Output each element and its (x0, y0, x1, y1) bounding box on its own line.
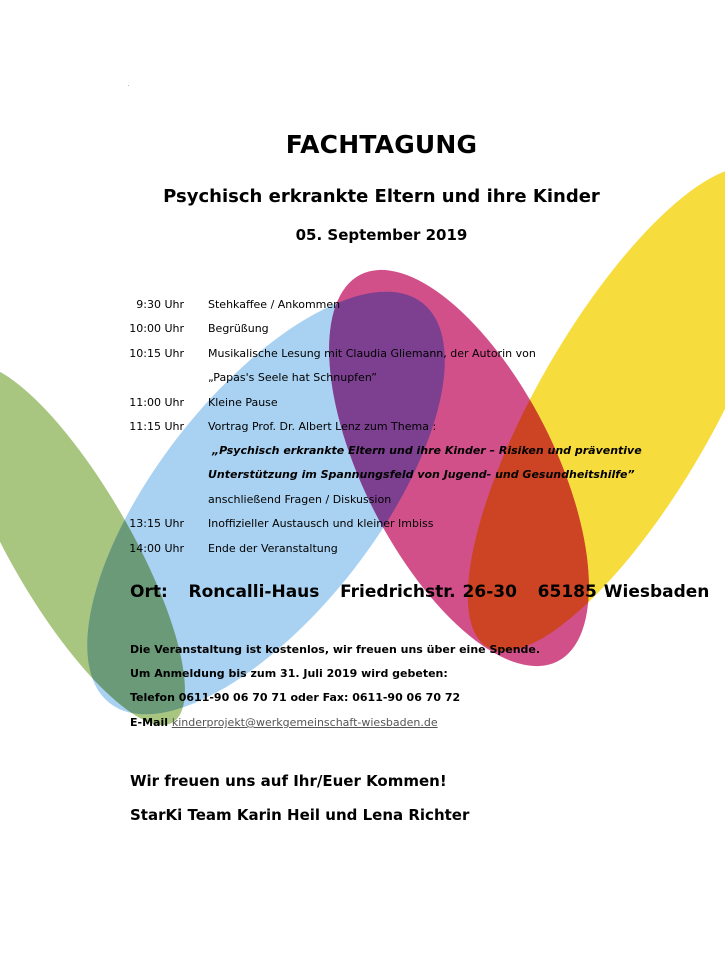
stray-dot (128, 85, 129, 86)
schedule-item-continuation: „Papas's Seele hat Schnupfen” (208, 371, 377, 384)
schedule-time: 10:15 Uhr (129, 347, 184, 360)
info-registration: Um Anmeldung bis zum 31. Juli 2019 wird gebeten: (130, 667, 448, 680)
schedule-time: 10:00 Uhr (129, 322, 184, 335)
email-label: E-Mail (130, 716, 172, 729)
schedule-time: 13:15 Uhr (129, 517, 184, 530)
info-email-line (130, 716, 438, 729)
event-location: Ort: Roncalli-Haus Friedrichstr. 26-30 65185 Wiesbaden (130, 582, 710, 602)
schedule-item-continuation: anschließend Fragen / Diskussion (208, 493, 392, 506)
page-subtitle: Psychisch erkrankte Eltern und ihre Kinder (163, 186, 600, 207)
page-title: FACHTAGUNG (285, 130, 478, 159)
email-link[interactable]: kinderprojekt@werkgemeinschaft-wiesbaden.de (171, 716, 438, 729)
lecture-title-line2: Unterstützung im Spannungsfeld von Jugend- und Gesundheitshilfe” (208, 468, 635, 481)
closing-line2: StarKi Team Karin Heil und Lena Richter (130, 806, 470, 824)
info-donation: Die Veranstaltung ist kostenlos, wir freuen uns über eine Spende. (130, 643, 541, 656)
schedule-item: Stehkaffee / Ankommen (208, 298, 341, 311)
schedule-item: Inoffizieller Austausch und kleiner Imbiss (208, 517, 434, 530)
schedule-time: 11:15 Uhr (129, 420, 184, 433)
schedule-time: 11:00 Uhr (129, 396, 184, 409)
event-date: 05. September 2019 (295, 226, 468, 244)
schedule-time: 9:30 Uhr (136, 298, 184, 311)
schedule-item: Begrüßung (208, 322, 269, 335)
schedule-item: Musikalische Lesung mit Claudia Gliemann, der Autorin von (208, 347, 536, 360)
info-phone-fax: Telefon 0611-90 06 70 71 oder Fax: 0611-90 06 70 72 (130, 691, 461, 704)
lecture-title-line1: „Psychisch erkrankte Eltern und ihre Kinder – Risiken und präventive (212, 444, 642, 457)
schedule-item: Kleine Pause (208, 396, 278, 409)
schedule-item: Vortrag Prof. Dr. Albert Lenz zum Thema : (208, 420, 437, 433)
schedule-item: Ende der Veranstaltung (208, 542, 338, 555)
schedule-time: 14:00 Uhr (129, 542, 184, 555)
closing-line1: Wir freuen uns auf Ihr/Euer Kommen! (130, 772, 447, 790)
